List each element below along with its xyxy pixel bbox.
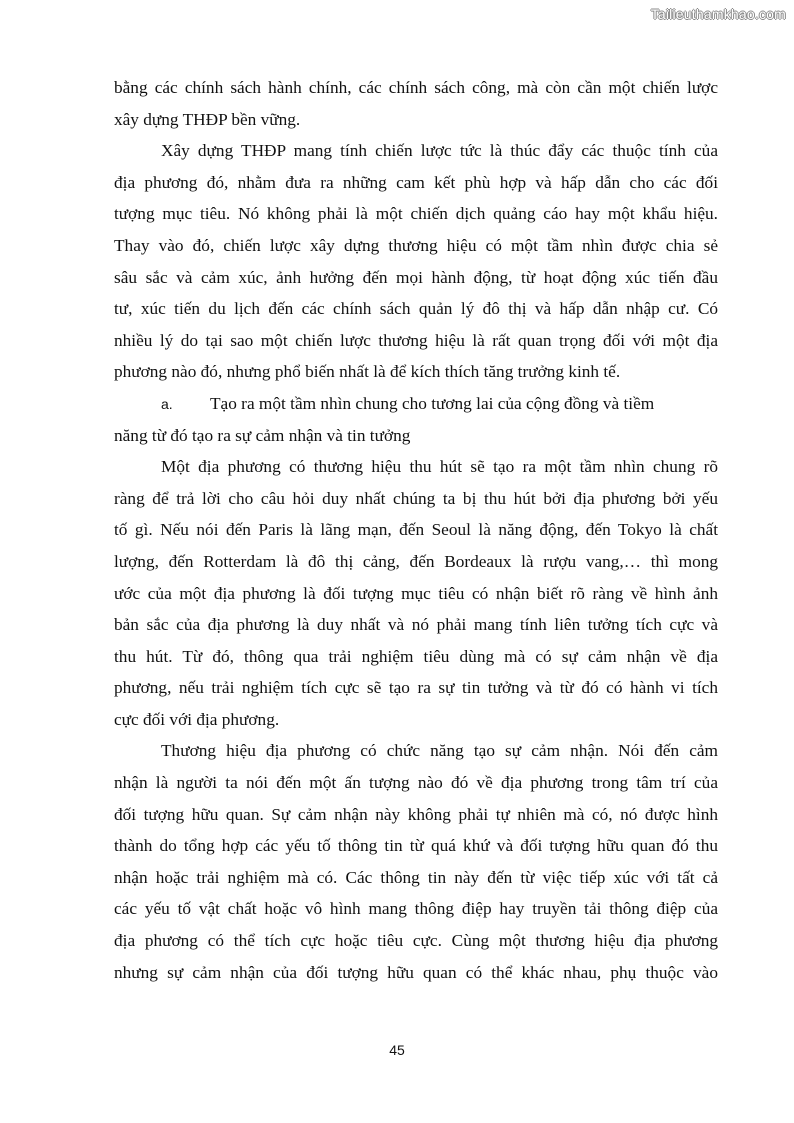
text-line: thành do tổng hợp các yếu tố thông tin từ quá khứ và đối tượng hữu quan đó thu [114, 836, 718, 856]
text-line: Xây dựng THĐP mang tính chiến lược tức là thúc đẩy các thuộc tính của [161, 141, 718, 161]
text-line: xây dựng THĐP bền vững. [114, 109, 301, 129]
heading-line [114, 388, 718, 420]
text-line: nhưng sự cảm nhận của đối tượng hữu quan có thể khác nhau, phụ thuộc vào [114, 962, 718, 982]
text-line: tố gì. Nếu nói đến Paris là lãng mạn, đến Seoul là năng động, đến Tokyo là chất [114, 520, 718, 540]
text-line: nhiều lý do tại sao một chiến lược thương hiệu là rất quan trọng đối với một địa [114, 330, 718, 350]
paragraph [114, 451, 718, 735]
list-marker: a. [161, 395, 173, 412]
section-heading [114, 388, 718, 451]
text-line: ràng để trả lời cho câu hỏi duy nhất chúng ta bị thu hút bởi địa phương bởi yếu [114, 488, 718, 508]
text-line: nhận hoặc trải nghiệm mà có. Các thông tin này đến từ việc tiếp xúc với tất cả [114, 867, 718, 887]
page-number: 45 [389, 1042, 405, 1058]
text-line: tư, xúc tiến du lịch đến các chính sách quản lý đô thị và hấp dẫn nhập cư. Có [114, 299, 718, 319]
text-line: phương nào đó, nhưng phổ biến nhất là để kích thích tăng trưởng kinh tế. [114, 362, 621, 382]
heading-text: Tạo ra một tầm nhìn chung cho tương lai của cộng đồng và tiềm [210, 393, 655, 413]
text-line: lượng, đến Rotterdam là đô thị cảng, đến Bordeaux là rượu vang,… thì mong [114, 551, 718, 571]
text-line: các yếu tố vật chất hoặc vô hình mang thông điệp hay truyền tải thông điệp của [114, 899, 718, 919]
text-line: địa phương có thể tích cực hoặc tiêu cực. Cùng một thương hiệu địa phương [114, 931, 718, 951]
heading-line: năng từ đó tạo ra sự cảm nhận và tin tưởng [114, 425, 411, 445]
text-line: đối tượng hữu quan. Sự cảm nhận này không phải tự nhiên mà có, nó được hình [114, 804, 718, 824]
text-line: tượng mục tiêu. Nó không phải là một chiến dịch quảng cáo hay một khẩu hiệu. [114, 204, 718, 224]
text-line: địa phương đó, nhằm đưa ra những cam kết phù hợp và hấp dẫn cho các đối [114, 172, 718, 192]
text-line: nhận là người ta nói đến một ấn tượng nào đó về địa phương trong tâm trí của [114, 773, 718, 793]
text-line: thu hút. Từ đó, thông qua trải nghiệm tiêu dùng mà có sự cảm nhận về địa [114, 646, 718, 666]
text-line: ước của một địa phương là đối tượng mục tiêu có nhận biết rõ ràng về hình ảnh [114, 583, 718, 603]
text-line: cực đối với địa phương. [114, 709, 280, 729]
paragraph [114, 72, 718, 135]
document-body [114, 72, 718, 988]
paragraph [114, 135, 718, 388]
text-line: Thương hiệu địa phương có chức năng tạo sự cảm nhận. Nói đến cảm [161, 741, 718, 761]
watermark: Tailieuthamkhao.com [650, 6, 786, 22]
text-line: bản sắc của địa phương là duy nhất và nó phải mang tính liên tưởng tích cực và [114, 615, 718, 635]
text-line: Thay vào đó, chiến lược xây dựng thương hiệu có một tầm nhìn được chia sẻ [114, 235, 718, 255]
text-line: sâu sắc và cảm xúc, ảnh hưởng đến mọi hành động, từ hoạt động xúc tiến đầu [114, 267, 718, 287]
text-line: bằng các chính sách hành chính, các chính sách công, mà còn cần một chiến lược [114, 78, 718, 97]
paragraph [114, 735, 718, 988]
text-line: Một địa phương có thương hiệu thu hút sẽ tạo ra một tầm nhìn chung rõ [161, 457, 718, 477]
text-line: phương, nếu trải nghiệm tích cực sẽ tạo ra sự tin tưởng và từ đó có hành vi tích [114, 678, 718, 698]
